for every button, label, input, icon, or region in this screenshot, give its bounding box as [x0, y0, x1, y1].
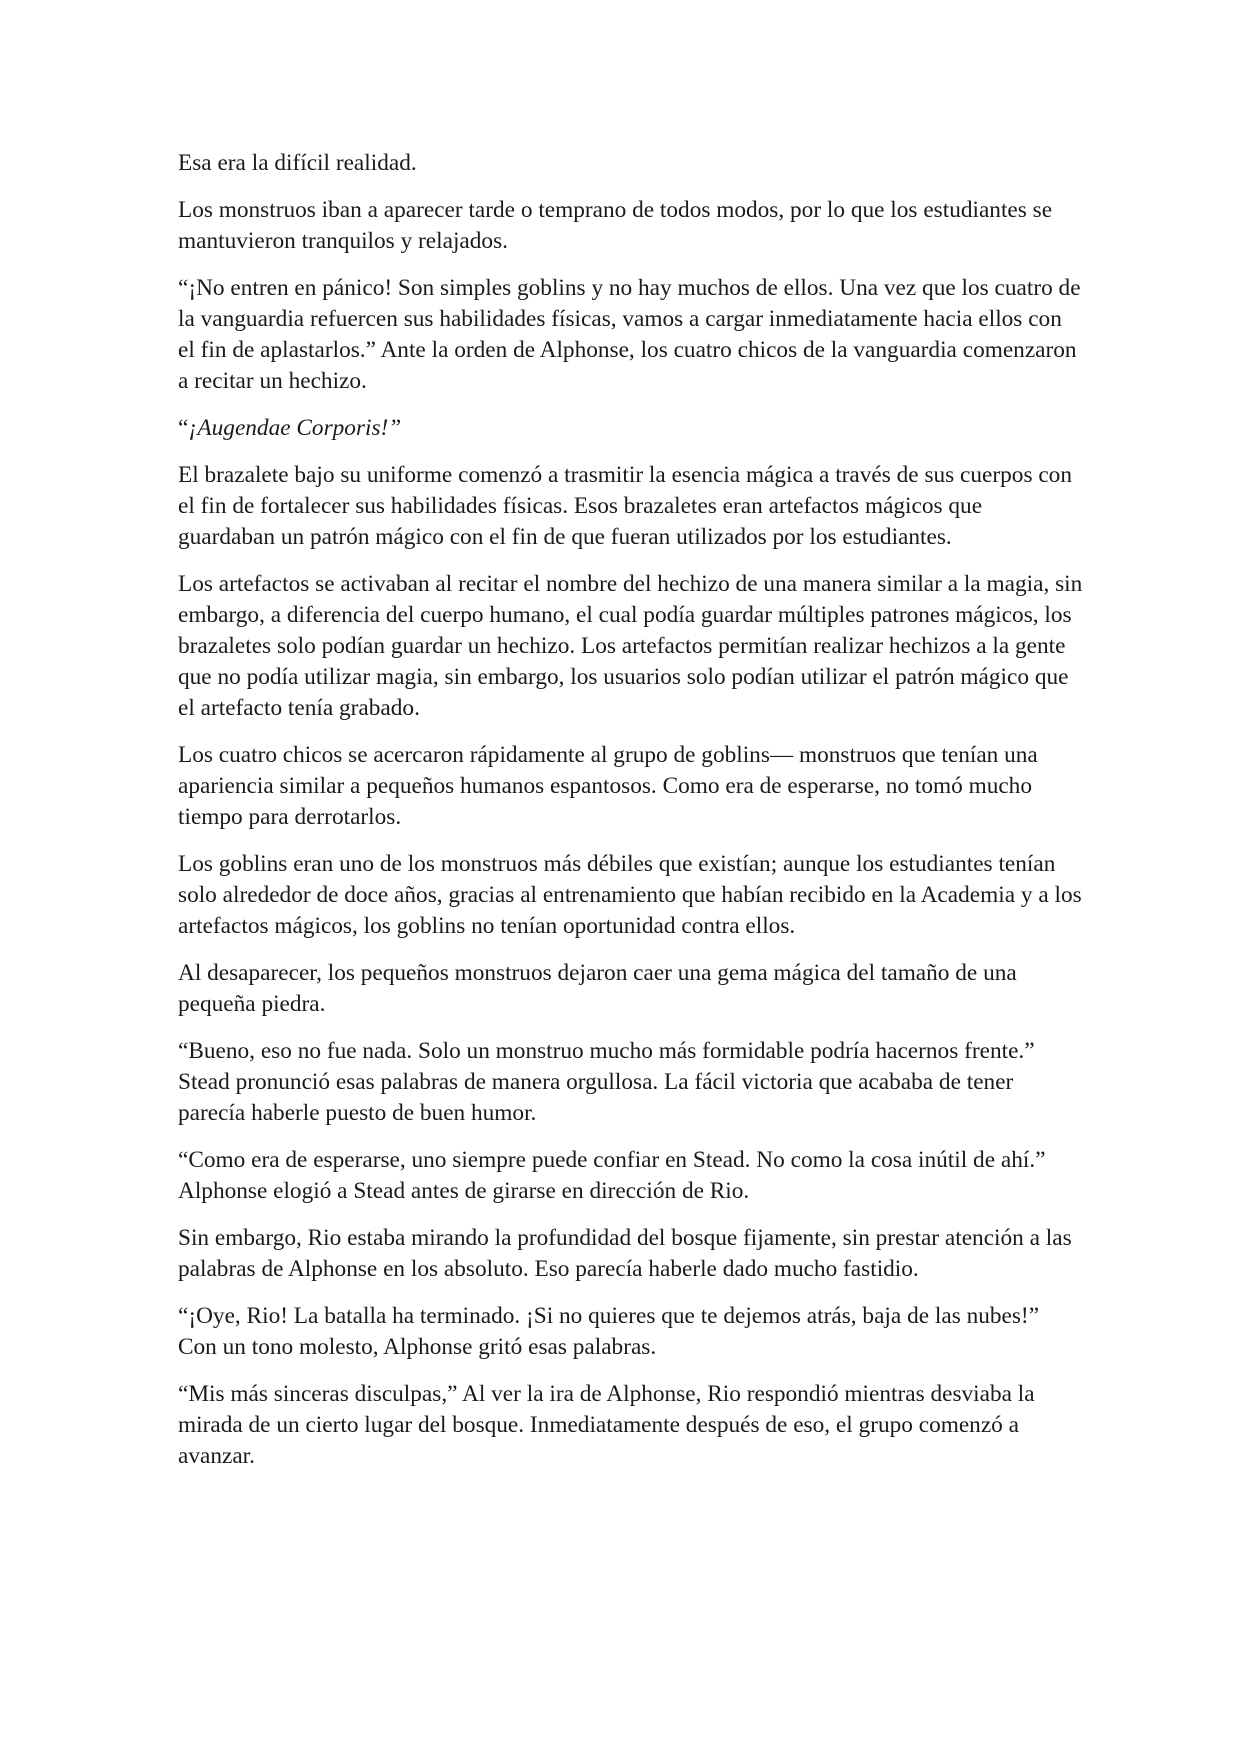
paragraph: “Mis más sinceras disculpas,” Al ver la ira de Alphonse, Rio respondió mientras desviaba la mirada de un cierto lugar del bosque. Inmediatamente después de eso, el grupo comenzó a avanzar. [178, 1381, 1035, 1469]
paragraph: Al desaparecer, los pequeños monstruos dejaron caer una gema mágica del tamaño de una pequeña piedra. [178, 960, 1017, 1017]
spell-quote-mark: “ [178, 415, 189, 441]
paragraph: Esa era la difícil realidad. [178, 150, 417, 176]
spell-incantation [178, 413, 1083, 444]
paragraph: Los monstruos iban a aparecer tarde o temprano de todos modos, por lo que los estudiantes se mantuvieron tranquilos y relajados. [178, 197, 1053, 254]
paragraph: “¡No entren en pánico! Son simples goblins y no hay muchos de ellos. Una vez que los cuatro de la vanguardia refuercen sus habilidades físicas, vamos a cargar inmediatamente hacia ellos con el fin de aplastarlos.” Ante la orden de Alphonse, los cuatro chicos de la vanguardia comenzaron a recitar un hechizo. [178, 275, 1081, 394]
paragraph: “Como era de esperarse, uno siempre puede confiar en Stead. No como la cosa inútil de ahí.” Alphonse elogió a Stead antes de girarse en dirección de Rio. [178, 1147, 1046, 1204]
paragraph: Los artefactos se activaban al recitar el nombre del hechizo de una manera similar a la magia, sin embargo, a diferencia del cuerpo humano, el cual podía guardar múltiples patrones mágicos, los brazaletes solo podían guardar un hechizo. Los artefactos permitían realizar hechizos a la gente que no podía utilizar magia, sin embargo, los usuarios solo podían utilizar el patrón mágico que el artefacto tenía grabado. [178, 571, 1083, 721]
paragraph: Los goblins eran uno de los monstruos más débiles que existían; aunque los estudiantes tenían solo alrededor de doce años, gracias al entrenamiento que habían recibido en la Academia y a los artefactos mágicos, los goblins no tenían oportunidad contra ellos. [178, 851, 1082, 939]
document-body [178, 148, 1083, 1488]
paragraph: El brazalete bajo su uniforme comenzó a trasmitir la esencia mágica a través de sus cuerpos con el fin de fortalecer sus habilidades físicas. Esos brazaletes eran artefactos mágicos que guardaban un patrón mágico con el fin de que fueran utilizados por los estudiantes. [178, 462, 1072, 550]
paragraph: Sin embargo, Rio estaba mirando la profundidad del bosque fijamente, sin prestar atención a las palabras de Alphonse en los absoluto. Eso parecía haberle dado mucho fastidio. [178, 1225, 1072, 1282]
paragraph: Los cuatro chicos se acercaron rápidamente al grupo de goblins— monstruos que tenían una apariencia similar a pequeños humanos espantosos. Como era de esperarse, no tomó mucho tiempo para derrotarlos. [178, 742, 1038, 830]
paragraph: “¡Oye, Rio! La batalla ha terminado. ¡Si no quieres que te dejemos atrás, baja de las nubes!” Con un tono molesto, Alphonse gritó esas palabras. [178, 1303, 1040, 1360]
paragraph: “Bueno, eso no fue nada. Solo un monstruo mucho más formidable podría hacernos frente.” Stead pronunció esas palabras de manera orgullosa. La fácil victoria que acababa de tener parecía haberle puesto de buen humor. [178, 1038, 1035, 1126]
spell-name: ¡Augendae Corporis!” [188, 415, 402, 441]
